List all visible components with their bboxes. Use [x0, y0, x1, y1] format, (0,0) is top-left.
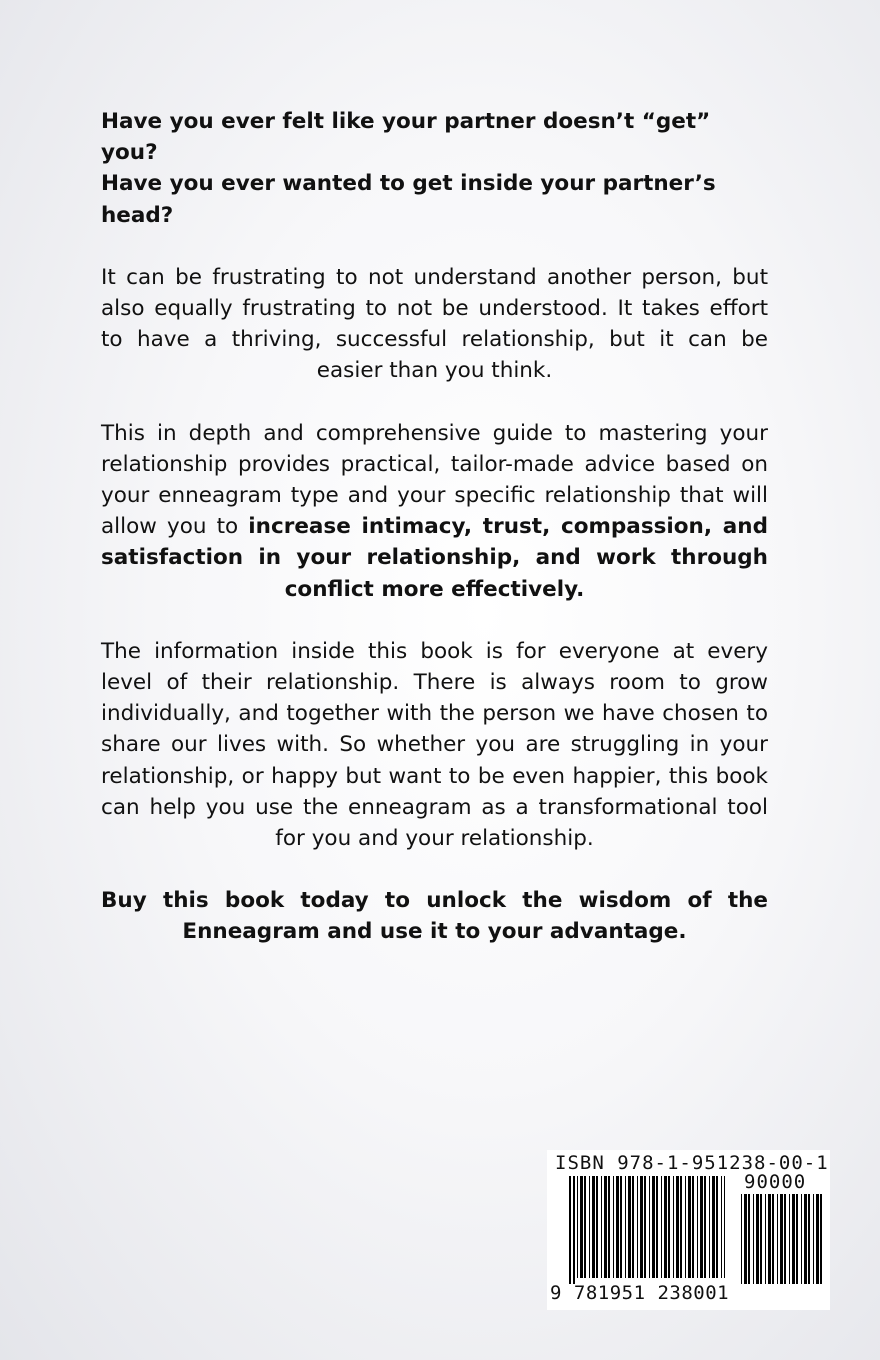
- call-to-action: Buy this book today to unlock the wisdom of the Enneagram and use it to your advantage.: [101, 888, 768, 945]
- guide-paragraph: [101, 418, 768, 605]
- headline-line-2: Have you ever wanted to get inside your partner’s head?: [101, 171, 716, 228]
- ean-digits: 9 781951 238001: [550, 1282, 730, 1304]
- headline-line-1: Have you ever felt like your partner doesn’t “get” you?: [101, 109, 711, 166]
- isbn-label: ISBN 978-1-951238-00-1: [555, 1152, 829, 1174]
- guide-paragraph-bold: increase intimacy, trust, compassion, and satisfaction in your relationship, and work through conflict more effectively.: [101, 514, 768, 602]
- intro-paragraph: It can be frustrating to not understand another person, but also equally frustrating to not be understood. It takes effort to have a thriving, successful relationship, but it can be easier than you think.: [101, 264, 768, 384]
- headline: [101, 106, 768, 231]
- isbn-barcode: [547, 1150, 830, 1310]
- back-cover-text: [101, 106, 768, 979]
- price-addon: 90000: [744, 1171, 807, 1193]
- audience-paragraph: The information inside this book is for everyone at every level of their relationship. There is always room to grow individually, and together with the person we have chosen to share our lives with. So whether you are struggling in your relationship, or happy but want to be even happier, this book can help you use the enneagram as a transformational tool for you and your relationship.: [101, 638, 768, 852]
- guide-paragraph-text: This in depth and comprehensive guide to mastering your relationship provides practical, tailor-made advice based on your enneagram type and your specific relationship that will allow you to: [101, 420, 768, 540]
